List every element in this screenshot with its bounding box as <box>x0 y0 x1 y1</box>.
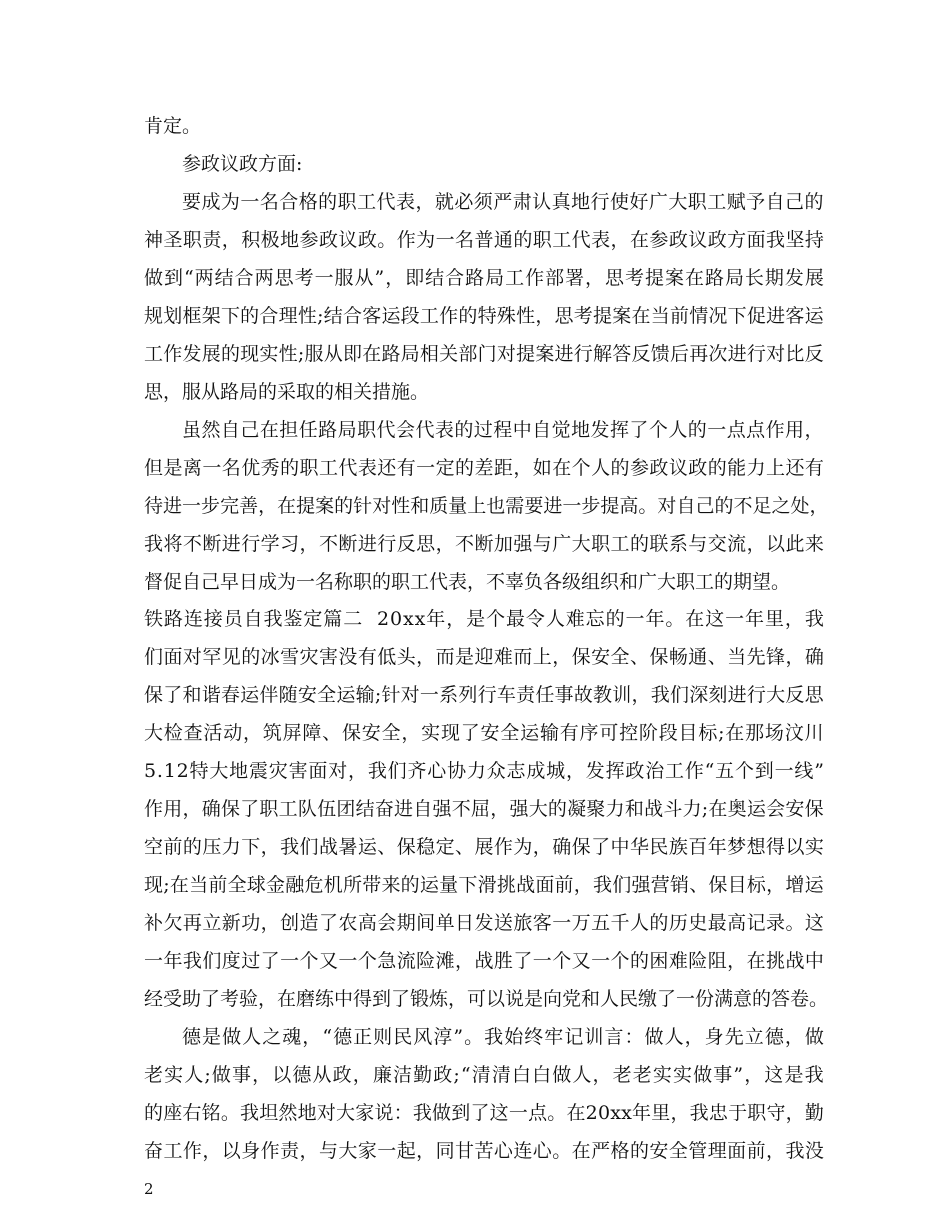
text-line: 虽 然 自 己 在 担 任 路 局 职 代 会 代 表 的 过 程 中 自 觉 地 发 挥 了 个 人 的 一 点 点 作 用 ， <box>182 419 824 441</box>
text-line: 督促自己早日成为一名称职的职工代表，不辜负各级组织和广大职工的期望。 <box>144 571 791 593</box>
text-line: 工 作 发 展 的 现 实 性 ; 服 从 即 在 路 局 相 关 部 门 对 提 案 进 行 解 答 反 馈 后 再 次 进 行 对 比 反 <box>144 343 824 365</box>
text-line: 铁 路 连 接 员 自 我 鉴 定 篇 二 2 0 x x 年 ， 是 个 最 令 人 难 忘 的 一 年 。 在 这 一 年 里 ， 我 <box>144 608 824 630</box>
text-line: 德 是 做 人 之 魂 ， “ 德 正 则 民 风 淳 ” 。 我 始 终 牢 记 训 言 ： 做 人 ， 身 先 立 德 ， 做 <box>182 1026 824 1048</box>
text-line: 大 检 查 活 动 ， 筑 屏 障 、 保 安 全 ， 实 现 了 安 全 运 输 有 序 可 控 阶 段 目 标 ; 在 那 场 汶 川 <box>144 722 824 744</box>
text-line: 空 前 的 压 力 下 ， 我 们 战 暑 运 、 保 稳 定 、 展 作 为 ， 确 保 了 中 华 民 族 百 年 梦 想 得 以 实 <box>144 836 824 858</box>
text-line: 我 将 不 断 进 行 学 习 ， 不 断 进 行 反 思 ， 不 断 加 强 与 广 大 职 工 的 联 系 与 交 流 ， 以 此 来 <box>144 533 824 555</box>
text-line: 做 到 “ 两 结 合 两 思 考 一 服 从 ” ， 即 结 合 路 局 工 作 部 署 ， 思 考 提 案 在 路 局 长 期 发 展 <box>144 267 824 289</box>
text-line: 保 了 和 谐 春 运 伴 随 安 全 运 输 ; 针 对 一 系 列 行 车 责 任 事 故 教 训 ， 我 们 深 刻 进 行 大 反 思 <box>144 684 824 706</box>
page-number: 2 <box>144 1180 154 1198</box>
text-line: 作 用 ， 确 保 了 职 工 队 伍 团 结 奋 进 自 强 不 屈 ， 强 大 的 凝 聚 力 和 战 斗 力 ; 在 奥 运 会 安 保 <box>144 798 824 820</box>
text-line: 5 . 1 2 特 大 地 震 灾 害 面 对 ， 我 们 齐 心 协 力 众 志 成 城 ， 发 挥 政 治 工 作 “ 五 个 到 一 线 ” <box>144 760 824 782</box>
text-line: 规 划 框 架 下 的 合 理 性 ; 结 合 客 运 段 工 作 的 特 殊 性 ， 思 考 提 案 在 当 前 情 况 下 促 进 客 运 <box>144 305 824 327</box>
text-line: 们 面 对 罕 见 的 冰 雪 灾 害 没 有 低 头 ， 而 是 迎 难 而 上 ， 保 安 全 、 保 畅 通 、 当 先 锋 ， 确 <box>144 646 824 668</box>
text-line: 经受助了考验，在磨练中得到了锻炼，可以说是向党和人民缴了一份满意的答卷。 <box>144 988 829 1010</box>
text-line: 的 座 右 铭 。 我 坦 然 地 对 大 家 说 ： 我 做 到 了 这 一 点 。 在 2 0 x x 年 里 ， 我 忠 于 职 守 ， 勤 <box>144 1102 824 1124</box>
text-line: 待 进 一 步 完 善 ， 在 提 案 的 针 对 性 和 质 量 上 也 需 要 进 一 步 提 高 。 对 自 己 的 不 足 之 处 ， <box>144 495 829 517</box>
text-line: 肯定。 <box>144 115 202 137</box>
text-line: 现 ; 在 当 前 全 球 金 融 危 机 所 带 来 的 运 量 下 滑 挑 战 面 前 ， 我 们 强 营 销 、 保 目 标 ， 增 运 <box>144 874 824 896</box>
text-line: 思，服从路局的采取的相关措施。 <box>144 381 430 403</box>
text-line: 要 成 为 一 名 合 格 的 职 工 代 表 ， 就 必 须 严 肃 认 真 地 行 使 好 广 大 职 工 赋 予 自 己 的 <box>182 191 824 213</box>
text-line: 一 年 我 们 度 过 了 一 个 又 一 个 急 流 险 滩 ， 战 胜 了 一 个 又 一 个 的 困 难 险 阻 ， 在 挑 战 中 <box>144 950 824 972</box>
text-line: 补 欠 再 立 新 功 ， 创 造 了 农 高 会 期 间 单 日 发 送 旅 客 一 万 五 千 人 的 历 史 最 高 记 录 。 这 <box>144 912 824 934</box>
text-line: 神 圣 职 责 ， 积 极 地 参 政 议 政 。 作 为 一 名 普 通 的 职 工 代 表 ， 在 参 政 议 政 方 面 我 坚 持 <box>144 229 824 251</box>
text-line: 但 是 离 一 名 优 秀 的 职 工 代 表 还 有 一 定 的 差 距 ， 如 在 个 人 的 参 政 议 政 的 能 力 上 还 有 <box>144 457 824 479</box>
text-line: 老 实 人 ; 做 事 ， 以 德 从 政 ， 廉 洁 勤 政 ; “ 清 清 白 白 做 人 ， 老 老 实 实 做 事 ” ， 这 是 我 <box>144 1064 824 1086</box>
text-line: 奋 工 作 ， 以 身 作 责 ， 与 大 家 一 起 ， 同 甘 苦 心 连 心 。 在 严 格 的 安 全 管 理 面 前 ， 我 没 <box>144 1140 824 1162</box>
text-line: 参政议政方面: <box>182 153 303 175</box>
